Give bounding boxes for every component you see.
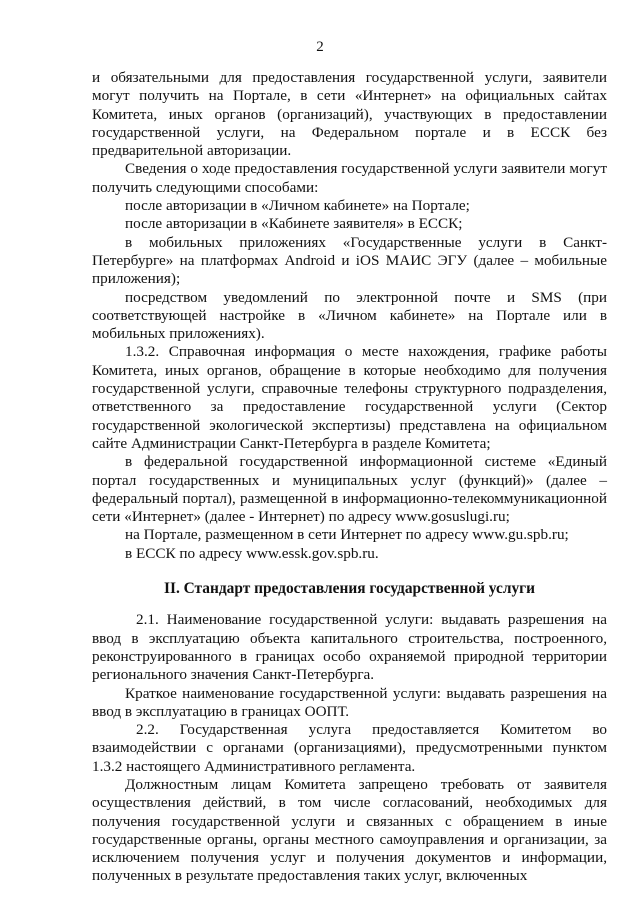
paragraph-short-name: Краткое наименование государственной услуги: выдавать разрешения на ввод в эксплуатацию в границах ООПТ. <box>92 684 607 720</box>
list-item-portal-cabinet: после авторизации в «Личном кабинете» на Портале; <box>125 197 470 215</box>
paragraph-prohibitions: Должностным лицам Комитета запрещено требовать от заявителя осуществления действий, в том числе согласований, необходимых для получения государственной услуги и связанных с обращением в иные государственные органы, органы местного самоуправления и организации, за исключением получения услуг и получения документов и информации, полученных в результате предоставления таких услуг, включенных <box>92 775 607 885</box>
section-heading: II. Стандарт предоставления государственной услуги <box>163 580 536 598</box>
list-item-mobile-apps: в мобильных приложениях «Государственные услуги в Санкт-Петербурге» на платформах Android и iOS МАИС ЭГУ (далее – мобильные приложения); <box>92 233 607 288</box>
paragraph-access-info: и обязательными для предоставления государственной услуги, заявители могут получить на Портале, в сети «Интернет» на официальных сайтах Комитета, иных органов (организаций), участвующих в предоставлении государственной услуги, на Федеральном портале и в ЕССК без предварительной авторизации. <box>92 69 607 160</box>
paragraph-service-provider: 2.2. Государственная услуга предоставляется Комитетом во взаимодействии с органами (организациями), предусмотренными пунктом 1.3.2 настоящего Административного регламента. <box>92 721 607 775</box>
paragraph-regional-portal: на Портале, размещенном в сети Интернет по адресу www.gu.spb.ru; <box>125 526 569 544</box>
list-item-notifications: посредством уведомлений по электронной почте и SMS (при соответствующей настройке в «Личном кабинете» на Портале или в мобильных приложениях). <box>92 288 607 343</box>
paragraph-progress-info: Сведения о ходе предоставления государственной услуги заявители могут получить следующими способами: <box>92 160 607 196</box>
document-body <box>92 69 607 886</box>
paragraph-reference-info: 1.3.2. Справочная информация о месте нахождения, графике работы Комитета, иных органов, обращение в которые необходимо для получения государственной услуги, справочные телефоны структурного подразделения, ответственного за предоставление государственной услуги (Сектор государственной экологической экспертизы) представлена на официальном сайте Администрации Санкт-Петербурга в разделе Комитета; <box>92 343 607 452</box>
page-number: 2 <box>316 39 324 55</box>
paragraph-essk-address: в ЕССК по адресу www.essk.gov.spb.ru. <box>125 544 379 562</box>
list-item-essk-cabinet: после авторизации в «Кабинете заявителя» в ЕССК; <box>125 215 463 233</box>
paragraph-federal-portal: в федеральной государственной информационной системе «Единый портал государственных и муниципальных услуг (функций)» (далее – федеральный портал), размещенной в информационно-телекоммуникационной сети «Интернет» (далее - Интернет) по адресу www.gosuslugi.ru; <box>92 453 607 526</box>
paragraph-service-name: 2.1. Наименование государственной услуги: выдавать разрешения на ввод в эксплуатацию объекта капитального строительства, построенного, реконструированного в границах особо охраняемой природной территории регионального значения Санкт-Петербурга. <box>92 611 607 684</box>
